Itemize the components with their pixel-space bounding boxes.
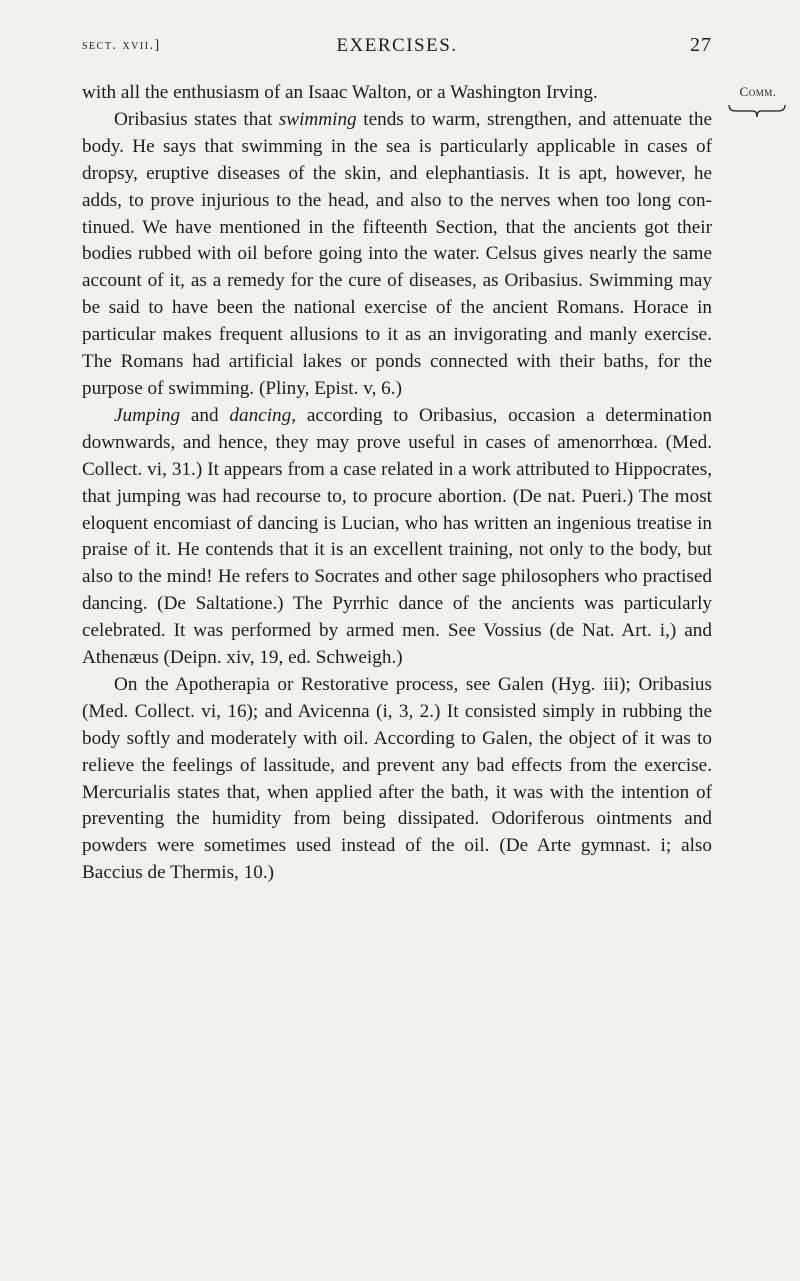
italic-text: swimming [278, 108, 357, 130]
page-number: 27 [690, 34, 712, 56]
paragraph [82, 403, 712, 672]
margin-brace-icon [728, 104, 786, 118]
margin-note: Comm. [739, 84, 777, 99]
italic-text: dancing [229, 404, 292, 426]
body-text [82, 80, 712, 887]
text-run: , according to Oribasius, occasion a determination downwards, and hence, they may prove useful in cases of amenorrhœa. (Med. Collect. vi, 31.) It appears from a case related in a work attributed to Hippocrates, that jumping was had recourse to, to procure abortion. (De nat. Pueri.) The most eloquent encomiast of dancing is Lucian, who has written an ingenious treatise in praise of it. He contends that it is an excellent training, not only to the body, but also to the mind! He refers to Socrates and other sage philosophers who practised dancing. (De Saltatione.) The Pyrrhic dance of the ancients was particularly celebrated. It was performed by armed men. See Vossius (de Nat. Art. i,) and Athenæus (Deipn. xiv, 19, ed. Schweigh.) [82, 404, 712, 669]
paragraph [82, 80, 712, 107]
italic-text: Jumping [114, 404, 181, 426]
text-run: with all the enthusiasm of an Isaac Walton, or a Washington Irving. [82, 82, 598, 103]
text-run: Oribasius states that [114, 108, 279, 130]
page-title: EXERCISES. [336, 35, 458, 56]
text-run: tends to warm, strengthen, and attenuate the body. He says that swimming in the sea is particularly applicable in cases of dropsy, eruptive diseases of the skin, and elephantiasis. It is apt, however, he adds, to prove injurious to the head, and also to the nerves when too long continued. We have mentioned in the fifteenth Section, that the ancients got their bodies rubbed with oil before going into the water. Celsus gives nearly the same account of it, as a remedy for the cure of diseases, as Oribasius. Swimming may be said to have been the national exercise of the ancient Romans. Horace in particular makes frequent allusions to it as an invigorating and manly exercise. The Romans had artificial lakes or ponds connected with their baths, for the purpose of swimming. (Pliny, Epist. v, 6.) [82, 108, 712, 399]
paragraph [82, 672, 712, 887]
paragraph [82, 107, 712, 403]
text-run: and [180, 404, 230, 426]
running-head [82, 34, 712, 60]
section-label: sect. xvii.] [82, 38, 161, 53]
text-run: On the Apotherapia or Restorative process, see Galen (Hyg. iii); Oribasius (Med. Collect. vi, 16); and Avicenna (i, 3, 2.) It consisted simply in rubbing the body softly and moderately with oil. According to Galen, the object of it was to relieve the feelings of lassitude, and prevent any bad effects from the exercise. Mercurialis states that, when applied after the bath, it was with the intention of preventing the humidity from being dissipated. Odoriferous ointments and powders were sometimes used instead of the oil. (De Arte gymnast. i; also Baccius de Thermis, 10.) [82, 673, 712, 884]
